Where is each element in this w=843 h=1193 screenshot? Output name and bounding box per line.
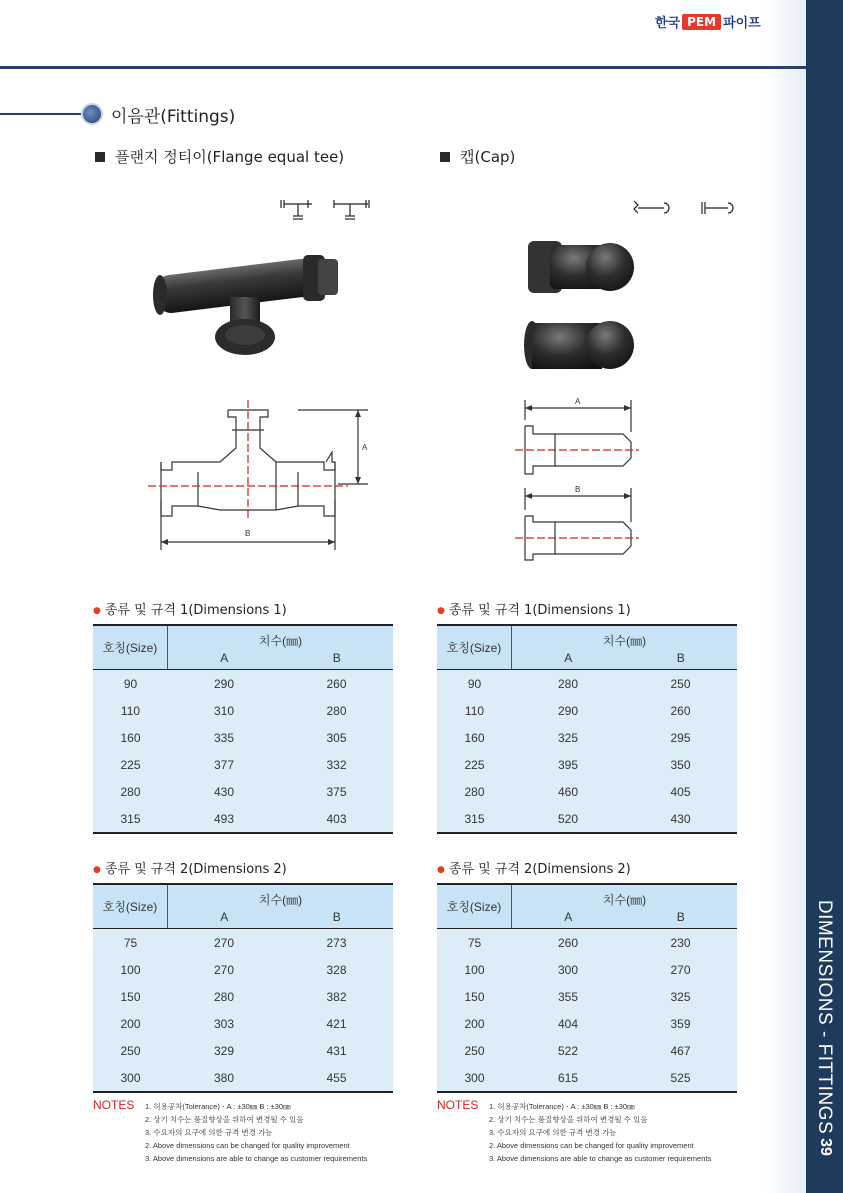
cell-a: 430 [213,784,235,799]
note-line: 3. 수요자의 요구에 의한 규격 변경 가능 [489,1128,617,1137]
cap-dims1-table [437,624,737,834]
note-line: 1. 허용공차(Tolerance) - A : ±30㎜ B : ±30㎜ [489,1102,635,1111]
cell-size: 150 [120,989,141,1004]
table-row [437,1010,737,1037]
cell-b: 260 [326,676,347,691]
cell-a: 270 [213,935,235,950]
cell-a: 493 [213,811,235,826]
cap-dims1-heading: ● 종류 및 규격 1(Dimensions 1) [437,603,631,618]
note-line: 3. Above dimensions are able to change as customer requirements [489,1154,712,1163]
table-row [93,1010,393,1037]
table-row [437,805,737,832]
cell-b: 230 [670,935,691,950]
cell-a: 355 [557,989,579,1004]
cell-a: 329 [213,1043,235,1058]
cell-b: 325 [670,989,691,1004]
cell-b: 455 [326,1070,347,1085]
header-a: A [564,910,573,925]
cell-size: 315 [464,811,485,826]
table-row [437,929,737,956]
table-header [93,885,393,929]
section-rule [0,113,85,115]
cell-b: 305 [326,730,347,745]
cell-b: 467 [670,1043,691,1058]
cell-size: 300 [120,1070,141,1085]
cell-size: 280 [464,784,485,799]
cell-a: 303 [213,1016,235,1031]
cell-size: 200 [464,1016,485,1031]
cell-size: 300 [464,1070,485,1085]
cell-b: 382 [326,989,347,1004]
cell-b: 328 [326,962,347,977]
table-row [437,670,737,697]
bullet-dot-icon: ● [93,864,101,875]
cell-b: 403 [326,811,347,826]
cell-size: 150 [464,989,485,1004]
header-dims: 치수(㎜) [258,893,303,908]
cell-b: 250 [670,676,691,691]
notes-label: NOTES [93,1098,135,1112]
tee-dims1-table [93,624,393,834]
cell-size: 250 [120,1043,141,1058]
cell-a: 460 [557,784,579,799]
cell-a: 290 [213,676,235,691]
cell-size: 160 [464,730,485,745]
table-row [93,697,393,724]
header-size: 호칭(Size) [93,885,168,928]
table-row [93,670,393,697]
header-dims: 치수(㎜) [602,893,647,908]
table-row [437,778,737,805]
table-row [93,956,393,983]
side-gradient [766,0,806,1193]
note-line: 2. Above dimensions can be changed for quality improvement [145,1141,350,1150]
header-a: A [220,651,229,666]
header-dims: 치수(㎜) [258,634,303,649]
cell-b: 270 [670,962,691,977]
cell-size: 315 [120,811,141,826]
cell-size: 160 [120,730,141,745]
cell-size: 90 [467,676,482,691]
tee-dims2-table [93,883,393,1093]
drawing-label-a: A [575,397,581,406]
cell-b: 295 [670,730,691,745]
table-row [93,983,393,1010]
table-row [93,724,393,751]
cell-a: 325 [557,730,579,745]
side-title: DIMENSIONS - FITTINGS [814,899,836,1135]
cell-b: 430 [670,811,691,826]
cell-a: 522 [557,1043,579,1058]
header-b: B [676,910,685,925]
header-rule [0,66,806,69]
table-row [93,929,393,956]
cell-a: 290 [557,703,579,718]
table-row [437,956,737,983]
tee-dims1-heading: ● 종류 및 규격 1(Dimensions 1) [93,603,287,618]
cell-b: 405 [670,784,691,799]
cell-size: 100 [464,962,485,977]
cell-a: 260 [557,935,579,950]
cap-dims2-table [437,883,737,1093]
section-title: 이음관(Fittings) [111,107,236,127]
flange-tee-drawing [148,400,388,560]
cell-b: 350 [670,757,691,772]
table-header [437,885,737,929]
tee-symbol-icon [278,198,374,222]
header-size: 호칭(Size) [437,626,512,669]
table-row [93,751,393,778]
table-header [93,626,393,670]
cap-notes [437,1098,757,1168]
bullet-dot-icon: ● [437,605,445,616]
cell-size: 280 [120,784,141,799]
cell-b: 332 [326,757,347,772]
cell-a: 335 [213,730,235,745]
drawing-label-a: A [362,443,368,452]
drawing-label-b: B [575,485,581,494]
cell-a: 395 [557,757,579,772]
cell-b: 525 [670,1070,691,1085]
cap-photo [520,235,640,375]
square-bullet-icon [440,152,450,162]
cell-size: 250 [464,1043,485,1058]
cell-size: 110 [464,703,485,718]
cell-b: 421 [326,1016,347,1031]
table-row [93,1037,393,1064]
table-row [437,983,737,1010]
header-a: A [564,651,573,666]
cap-dims2-heading: ● 종류 및 규격 2(Dimensions 2) [437,862,631,877]
cap-symbol-icon [630,198,740,220]
table-row [93,805,393,832]
cell-size: 200 [120,1016,141,1031]
header-size: 호칭(Size) [437,885,512,928]
cell-a: 300 [557,962,579,977]
cell-b: 375 [326,784,347,799]
cell-a: 280 [213,989,235,1004]
section-bullet-icon [81,103,103,125]
cell-size: 75 [467,935,482,950]
table-row [93,1064,393,1091]
cell-size: 75 [123,935,138,950]
cell-size: 100 [120,962,141,977]
bullet-dot-icon: ● [437,864,445,875]
product-title-cap: 캡(Cap) [440,146,515,167]
cell-b: 273 [326,935,347,950]
table-header [437,626,737,670]
header-b: B [676,651,685,666]
header-dims: 치수(㎜) [602,634,647,649]
cell-b: 359 [670,1016,691,1031]
note-line: 2. 상기 치수는 품질향상을 위하여 변경될 수 있음 [145,1115,304,1124]
brand-logo: 한국 PEM 파이프 [655,14,761,31]
header-a: A [220,910,229,925]
cell-b: 431 [326,1043,347,1058]
bullet-dot-icon: ● [93,605,101,616]
cell-a: 520 [557,811,579,826]
tee-dims2-heading: ● 종류 및 규격 2(Dimensions 2) [93,862,287,877]
notes-label: NOTES [437,1098,479,1112]
cell-b: 280 [326,703,347,718]
note-line: 2. Above dimensions can be changed for quality improvement [489,1141,694,1150]
header-size: 호칭(Size) [93,626,168,669]
note-line: 3. 수요자의 요구에 의한 규격 변경 가능 [145,1128,273,1137]
cell-b: 260 [670,703,691,718]
cell-a: 380 [213,1070,235,1085]
note-line: 3. Above dimensions are able to change as customer requirements [145,1154,368,1163]
cell-size: 110 [120,703,141,718]
table-row [437,1064,737,1091]
table-row [93,778,393,805]
table-row [437,724,737,751]
cell-a: 270 [213,962,235,977]
table-row [437,697,737,724]
cell-size: 90 [123,676,138,691]
note-line: 1. 허용공차(Tolerance) - A : ±30㎜ B : ±30㎜ [145,1102,291,1111]
cell-a: 310 [213,703,235,718]
cell-a: 404 [557,1016,579,1031]
header-b: B [332,651,341,666]
tee-notes [93,1098,413,1168]
drawing-label-b: B [245,529,251,538]
cell-size: 225 [120,757,141,772]
table-row [437,1037,737,1064]
page-number: 39 [816,1138,834,1156]
cap-drawing [515,392,645,562]
header-b: B [332,910,341,925]
square-bullet-icon [95,152,105,162]
cell-a: 377 [213,757,235,772]
flange-tee-photo [148,245,348,365]
cell-a: 280 [557,676,579,691]
cell-a: 615 [557,1070,579,1085]
product-title-tee: 플랜지 정티이(Flange equal tee) [95,146,344,167]
cell-size: 225 [464,757,485,772]
note-line: 2. 상기 치수는 품질향상을 위하여 변경될 수 있음 [489,1115,648,1124]
table-row [437,751,737,778]
